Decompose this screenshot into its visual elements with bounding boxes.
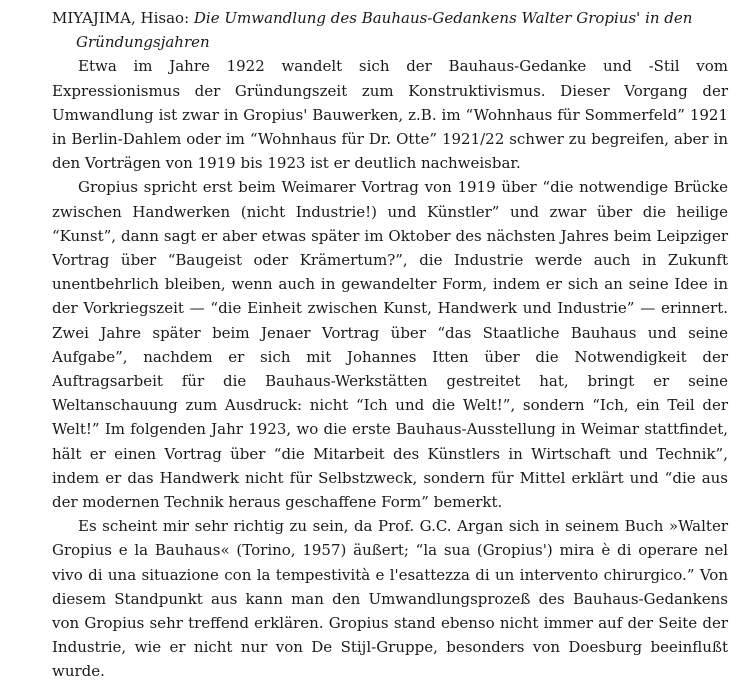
paragraph-1: Etwa im Jahre 1922 wandelt sich der Bauhaus-Gedanke und -Stil vom Expressionismus der Gründungszeit zum Konstruktivismus. Dieser Vorgang der Umwandlung ist zwar in Gropius' Bauwerken, z.B. im “Wohnhaus für Sommerfeld” 1921 in Berlin-Dahlem oder im “Wohnhaus für Dr. Otte” 1921/22 schwer zu begreifen, aber in den Vorträgen von 1919 bis 1923 ist er deutlich nachweisbar. xyxy=(52,57,728,173)
heading-separator: : xyxy=(184,9,194,27)
paragraph-2: Gropius spricht erst beim Weimarer Vortrag von 1919 über “die notwendige Brücke zwischen Handwerken (nicht Industrie!) und Künstler” und zwar über die heilige “Kunst”, dann sagt er aber etwas später im Oktober des nächsten Jahres beim Leipziger Vortrag über “Baugeist oder Krämertum?”, die Industrie werde auch in Zukunft unentbehrlich bleiben, wenn auch in gewandelter Form, indem er sich an seine Idee in der Vorkriegszeit — “die Einheit zwischen Kunst, Handwerk und Industrie” — erinnert. Zwei Jahre später beim Jenaer Vortrag über “das Staatliche Bauhaus und seine Aufgabe”, nachdem er sich mit Johannes Itten über die Notwendigkeit der Auftragsarbeit für die Bauhaus-Werkstätten gestreitet hat, bringt er seine Weltanschauung zum Ausdruck: nicht “Ich und die Welt!”, sondern “Ich, ein Teil der Welt!” Im folgenden Jahr 1923, wo die erste Bauhaus-Ausstellung in Weimar stattfindet, hält er einen Vortrag über “die Mitarbeit des Künstlers in Wirtschaft und Technik”, indem er das Handwerk nicht für Selbstzweck, sondern für Mittel erklärt und “die aus der modernen Technik heraus geschaffene Form” bemerkt. xyxy=(52,178,728,512)
paragraph-3: Es scheint mir sehr richtig zu sein, da Prof. G.C. Argan sich in seinem Buch »Walter Gropius e la Bauhaus« (Torino, 1957) äußert; “la sua (Gropius') mira è di operare nel vivo di una situazione con la tempestività e l'esattezza di un intervento chirurgico.” Von diesem Standpunkt aus kann man den Umwandlungsprozeß des Bauhaus-Gedankens von Gropius sehr treffend erklären. Gropius stand ebenso nicht immer auf der Seite der Industrie, wie er nicht nur von De Stijl-Gruppe, besonders von Doesburg beeinflußt wurde. xyxy=(52,517,728,681)
article-title-line1: Die Umwandlung des Bauhaus-Gedankens Walter Gropius' in den xyxy=(193,9,693,27)
author-name: MIYAJIMA, Hisao xyxy=(52,9,185,27)
article-title-line2: Gründungsjahren xyxy=(76,33,210,52)
article-heading xyxy=(52,6,728,30)
